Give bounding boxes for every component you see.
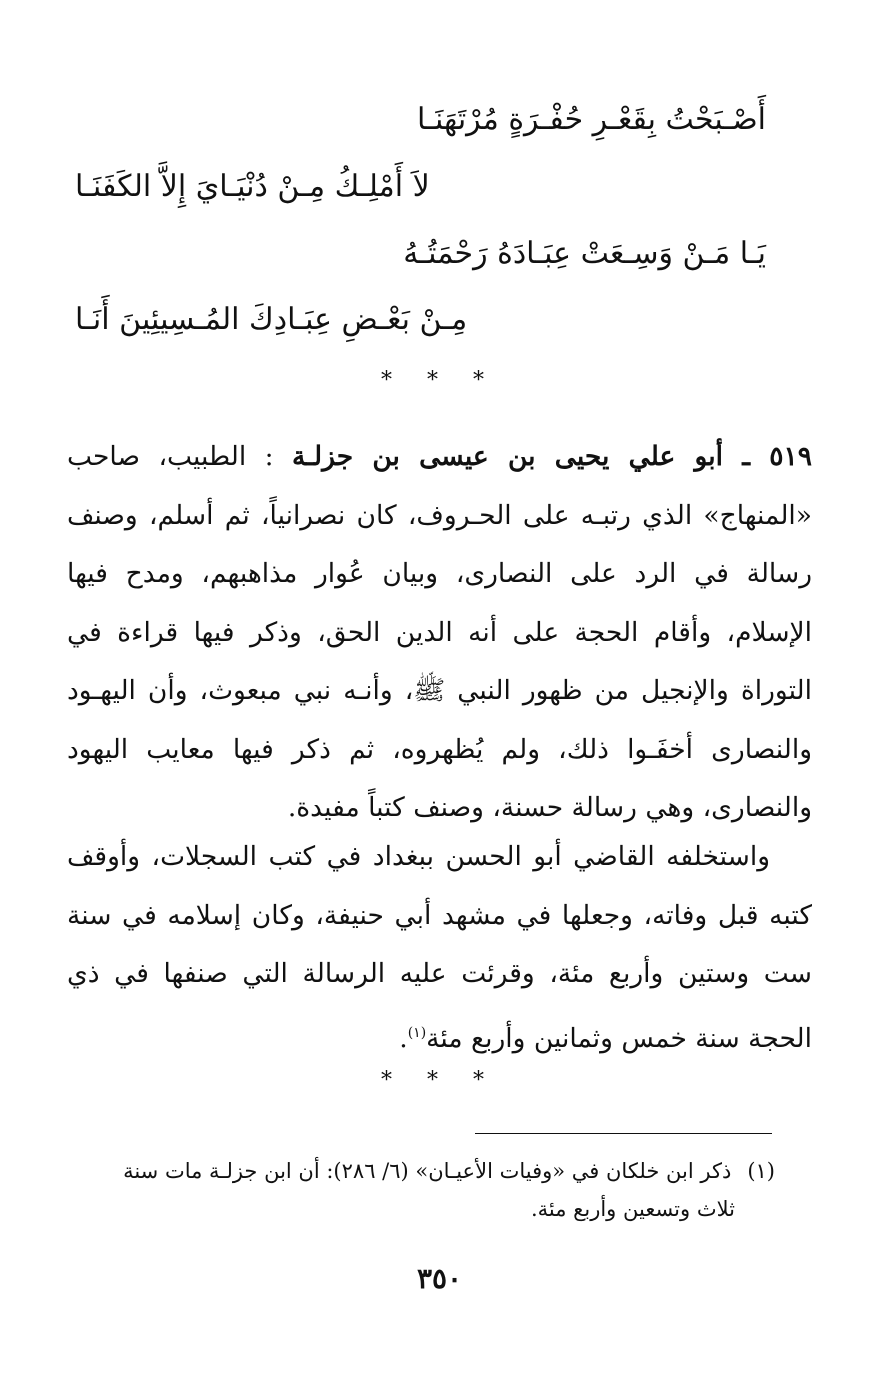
footnote-number: (١): [747, 1159, 775, 1183]
footnote: [67, 1152, 775, 1228]
footnote-reference: (١): [407, 1024, 427, 1041]
page-number: ٣٥٠: [416, 1262, 463, 1295]
entry-paragraph-2-end: .: [399, 1022, 408, 1054]
entry-paragraph-1: [67, 428, 812, 838]
poem-line-3: يَـا مَـنْ وَسِـعَتْ عِبَـادَهُ رَحْمَتُـهُ: [403, 236, 766, 271]
poem-line-1: أَصْـبَحْتُ بِقَعْـرِ حُفْـرَةٍ مُرْتَهَنَـا: [417, 102, 766, 137]
footnote-text-1: ذكر ابن خلكان في «وفيات الأعيـان» (٦/ ٢٨٦): أن ابن جزلـة مات سنة: [123, 1159, 732, 1183]
section-separator-2: * * *: [381, 1068, 498, 1093]
entry-paragraph-2: [67, 828, 812, 1068]
footnote-line-1: [67, 1152, 775, 1190]
footnote-divider: [475, 1133, 772, 1134]
entry-paragraph-1-text: : الطبيب، صاحب «المنهاج» الذي رتبـه على الحـروف، كان نصرانياً، ثم أسلم، وصنف رسالة في الرد على النصارى، وبيان عُوار مذاهبهم، ومدح فيها الإسلام، وأقام الحجة على أنه الدين الحق، وذكر فيها قراءة في التوراة والإنجيل من ظهور النبي ﷺ، وأنـه نبي مبعوث، وأن اليهـود والنصارى أخفَـوا ذلك، ولم يُظهروه، ثم ذكر فيها معايب اليهود والنصارى، وهي رسالة حسنة، وصنف كتباً مفيدة.: [67, 441, 812, 823]
section-separator: * * *: [381, 368, 498, 393]
poem-line-2: لاَ أَمْلِـكُ مِـنْ دُنْيَـايَ إِلاَّ الكَفَنَـا: [75, 169, 430, 204]
entry-heading: ٥١٩ ـ أبو علي يحيى بن عيسى بن جزلـة: [292, 441, 812, 472]
poem-line-4: مِـنْ بَعْـضِ عِبَـادِكَ المُـسِيئِينَ أَنَـا: [75, 302, 468, 337]
entry-paragraph-2-text: واستخلفه القاضي أبو الحسن ببغداد في كتب السجلات، وأوقف كتبه قبل وفاته، وجعلها في مشهد أبي حنيفة، وكان إسلامه في سنة ست وستين وأربع مئة، وقرئت عليه الرسالة التي صنفها في ذي الحجة سنة خمس وثمانين وأربع مئة: [67, 841, 812, 1054]
footnote-line-2: ثلاث وتسعين وأربع مئة.: [530, 1197, 735, 1221]
